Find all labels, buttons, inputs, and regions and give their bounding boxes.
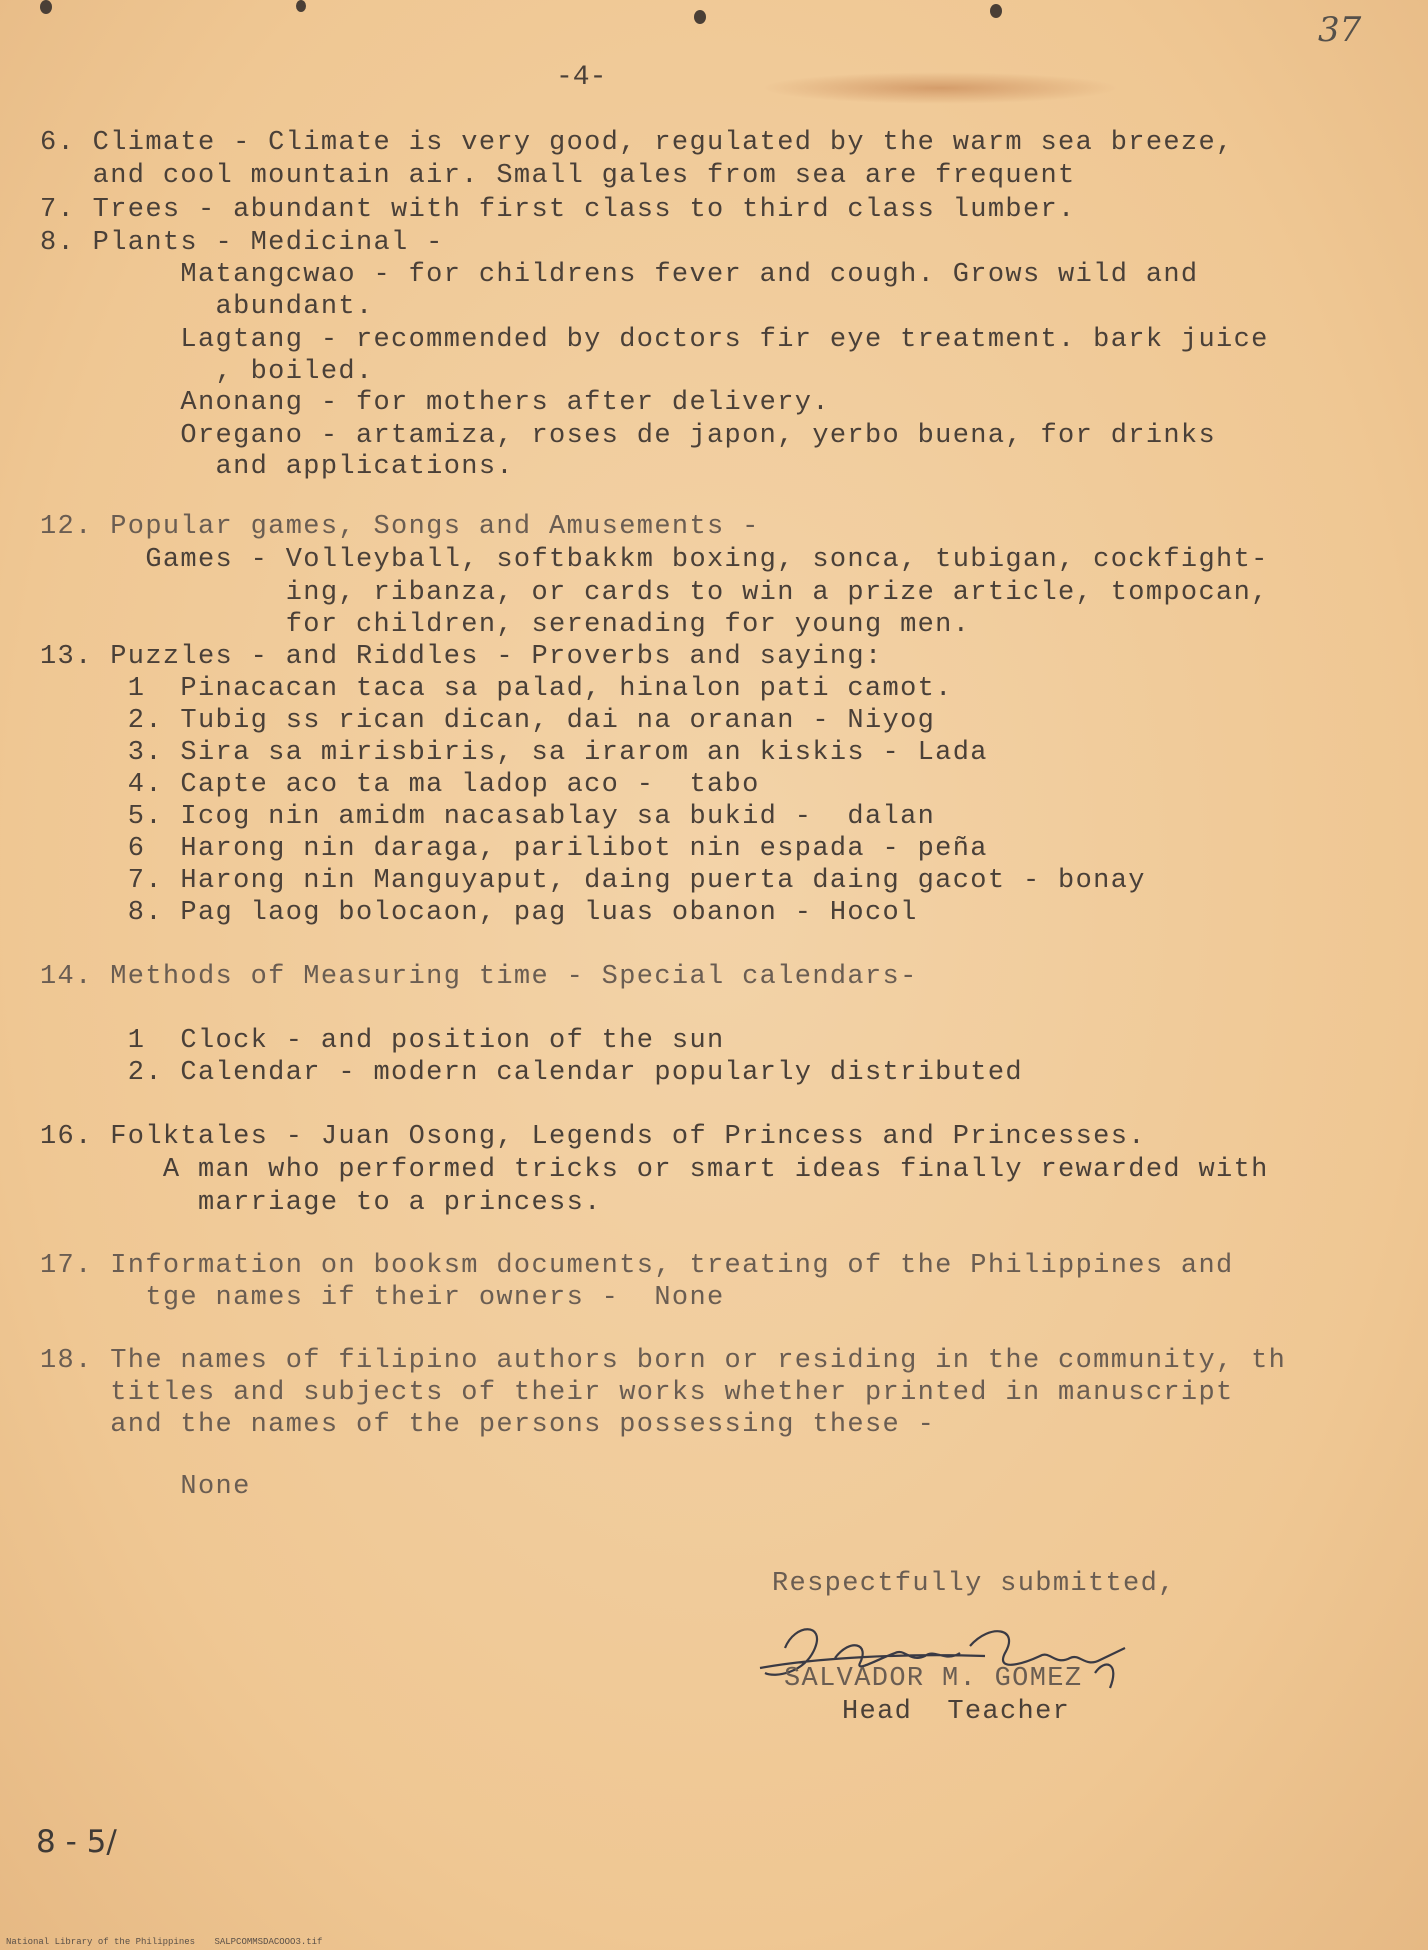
- hole-mark: [40, 0, 52, 14]
- text-line: marriage to a princess.: [40, 1188, 602, 1218]
- footer-file: SALPCOMMSDACOOO3.tif: [214, 1937, 323, 1947]
- text-line: abundant.: [40, 292, 374, 322]
- text-line: 6. Climate - Climate is very good, regulated by the warm sea breeze,: [40, 128, 1234, 158]
- text-line: Oregano - artamiza, roses de japon, yerbo buena, for drinks: [40, 421, 1217, 451]
- text-line: 2. Calendar - modern calendar popularly distributed: [40, 1058, 1023, 1088]
- hole-mark: [296, 0, 306, 12]
- text-line: 17. Information on booksm documents, treating of the Philippines and: [40, 1251, 1234, 1281]
- text-line: Anonang - for mothers after delivery.: [40, 388, 830, 418]
- text-line: , boiled.: [40, 357, 374, 387]
- text-line: 18. The names of filipino authors born or residing in the community, th: [40, 1346, 1287, 1376]
- text-line: 1 Clock - and position of the sun: [40, 1026, 725, 1056]
- text-line: 13. Puzzles - and Riddles - Proverbs and saying:: [40, 642, 883, 672]
- text-line: and applications.: [40, 452, 514, 482]
- text-line: 8. Pag laog bolocaon, pag luas obanon - Hocol: [40, 898, 918, 928]
- text-line: 16. Folktales - Juan Osong, Legends of Princess and Princesses.: [40, 1122, 1146, 1152]
- text-line: for children, serenading for young men.: [40, 610, 971, 640]
- closing-salutation: Respectfully submitted,: [772, 1569, 1176, 1599]
- text-line: A man who performed tricks or smart ideas finally rewarded with: [40, 1155, 1269, 1185]
- hole-mark: [694, 10, 706, 24]
- signatory-title: Head Teacher: [842, 1697, 1071, 1727]
- text-line: and cool mountain air. Small gales from sea are frequent: [40, 161, 1076, 191]
- text-line: Games - Volleyball, softbakkm boxing, sonca, tubigan, cockfight-: [40, 545, 1269, 575]
- text-line: 1 Pinacacan taca sa palad, hinalon pati camot.: [40, 674, 953, 704]
- text-line: 7. Harong nin Manguyaput, daing puerta daing gacot - bonay: [40, 866, 1146, 896]
- hole-mark: [990, 4, 1002, 18]
- text-line: 4. Capte aco ta ma ladop aco - tabo: [40, 770, 760, 800]
- signatory-name: SALVADOR M. GOMEZ: [784, 1664, 1083, 1694]
- text-line: and the names of the persons possessing these -: [40, 1410, 936, 1440]
- text-line: ing, ribanza, or cards to win a prize article, tompocan,: [40, 578, 1269, 608]
- text-line: 3. Sira sa mirisbiris, sa irarom an kiskis - Lada: [40, 738, 988, 768]
- text-line: 14. Methods of Measuring time - Special calendars-: [40, 962, 918, 992]
- text-line: titles and subjects of their works whether printed in manuscript: [40, 1378, 1234, 1408]
- text-line: tge names if their owners - None: [40, 1283, 725, 1313]
- text-line: Matangcwao - for childrens fever and cough. Grows wild and: [40, 260, 1199, 290]
- corner-page-number: 37: [1318, 10, 1362, 50]
- text-line: None: [40, 1472, 251, 1502]
- text-line: 5. Icog nin amidm nacasablay sa bukid - dalan: [40, 802, 936, 832]
- paper-stain: [760, 72, 1120, 104]
- text-line: Lagtang - recommended by doctors fir eye treatment. bark juice: [40, 325, 1269, 355]
- handwritten-note: 8 - 5/: [36, 1824, 117, 1860]
- text-line: 6 Harong nin daraga, parilibot nin espada - peña: [40, 834, 988, 864]
- footer-library: National Library of the Philippines: [6, 1937, 196, 1947]
- text-line: 8. Plants - Medicinal -: [40, 228, 444, 258]
- text-line: 7. Trees - abundant with first class to third class lumber.: [40, 195, 1076, 225]
- scan-footer: [6, 1937, 336, 1947]
- page-marker: -4-: [556, 62, 607, 93]
- text-line: 12. Popular games, Songs and Amusements -: [40, 512, 760, 542]
- text-line: 2. Tubig ss rican dican, dai na oranan - Niyog: [40, 706, 936, 736]
